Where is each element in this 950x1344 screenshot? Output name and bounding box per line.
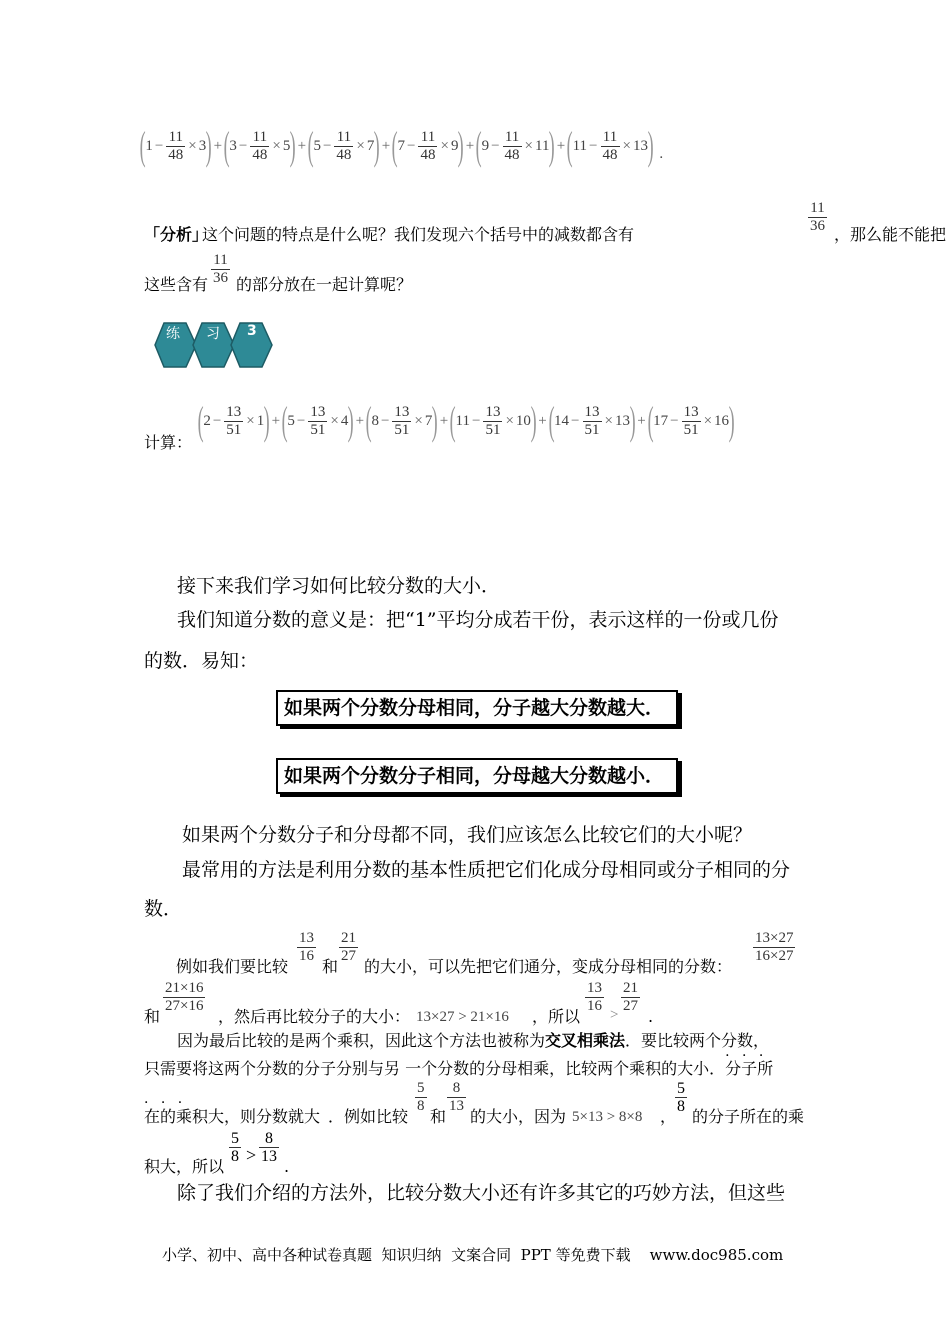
cross-text-6: ．例如比较: [328, 1107, 409, 1126]
expr1-term-5: ( 9 − $\frac{11}{48}$ × 11 ): [475, 123, 556, 168]
analysis-text-2: ，那么能不能把: [834, 225, 947, 244]
cross-line-2: [144, 1058, 773, 1080]
cross-text-12: .: [284, 1157, 290, 1176]
inequality-2: 5×13 > 8×8: [572, 1109, 643, 1125]
fraction-13x27-16x27: $\frac{13\times 27}{16\times 27}$: [755, 930, 794, 964]
badge-char-3: 3: [247, 323, 257, 339]
cross-text-2: ．要比较两个分数，: [625, 1031, 770, 1050]
result-frac-21-27: $\frac{21}{27}$: [623, 980, 638, 1014]
cross-text-8: 的大小，因为: [470, 1107, 567, 1126]
expr1-term-1: ( 1 − $\frac{11}{48}$ × 3 ): [139, 123, 212, 168]
exercise-expression: [198, 398, 808, 444]
analysis-label: 「分析」: [144, 225, 209, 244]
badge-char-2: 习: [206, 326, 220, 342]
exercise-plus-2: +: [355, 412, 365, 429]
cross-text-9: ，: [660, 1107, 677, 1126]
analysis-text-4: 的部分放在一起计算呢？: [236, 275, 413, 294]
analysis-fraction-1: $\frac{11}{36}$: [810, 200, 825, 234]
analysis-line-2: [144, 252, 544, 296]
fraction-21x16-27x16: $\frac{21\times 16}{27\times 16}$: [165, 980, 204, 1014]
example-text-4: 和: [144, 1007, 161, 1026]
paragraph-5: 除了我们介绍的方法外，比较分数大小还有许多其它的巧妙方法，但这些: [177, 1182, 786, 1204]
cross-text-1: 因为最后比较的是两个乘积，因此这个方法也被称为: [177, 1031, 546, 1050]
exercise-label: 计算：: [144, 433, 193, 452]
expr1-term-4: ( 7 − $\frac{11}{48}$ × 9 ): [391, 123, 465, 168]
cross-text-3: 只需要将这两个分数的分子分别与另 一个分数的分母相乘，比较两个乘积的大小．: [144, 1059, 726, 1078]
paragraph-1: 接下来我们学习如何比较分数的大小．: [177, 575, 501, 597]
exercise-term-2: ( 5 − $\frac{13}{51}$ × 4 ): [281, 398, 354, 443]
paragraph-4a: 最常用的方法是利用分数的基本性质把它们化成分母相同或分子相同的分: [182, 859, 791, 881]
expr1-end-period: .: [659, 145, 664, 162]
exercise-term-4: ( 11 − $\frac{13}{51}$ × 10 ): [449, 398, 537, 443]
expr1-term-2: ( 3 − $\frac{11}{48}$ × 5 ): [223, 123, 296, 168]
exercise-term-5: ( 14 − $\frac{13}{51}$ × 13 ): [548, 398, 636, 443]
example-text-5: ，然后再比较分子的大小：: [218, 1007, 411, 1026]
example-line-2: [144, 980, 744, 1026]
result-frac-5-8: $\frac{5}{8}$: [231, 1130, 239, 1165]
result-frac-8-13: $\frac{8}{13}$: [261, 1130, 277, 1165]
example-text-1: 例如我们要比较: [176, 957, 289, 976]
fraction-21-27: $\frac{21}{27}$: [341, 930, 356, 964]
cross-line-4: [144, 1130, 444, 1178]
expr1-term-6: ( 11 − $\frac{11}{48}$ × 13 ): [566, 123, 654, 168]
analysis-fraction-2: $\frac{11}{36}$: [213, 252, 228, 286]
rule-box-1: 如果两个分数分母相同，分子越大分数越大．: [276, 690, 678, 726]
cross-text-5: · · · 在的乘积大，则分数就大: [144, 1106, 320, 1128]
example-text-2: 和: [322, 957, 339, 976]
analysis-text-1: 这个问题的特点是什么呢？我们发现六个括号中的减数都含有: [202, 225, 635, 244]
paragraph-2b: 的数．易知：: [144, 650, 259, 672]
cross-method-name: 交叉相乘法: [545, 1031, 626, 1050]
expression-1: [140, 124, 750, 168]
cross-text-10: 的分子所在的乘: [692, 1107, 805, 1126]
footer: 小学、初中、高中各种试卷真题 知识归纳 文案合同 PPT 等免费下载 www.doc985.com: [162, 1246, 784, 1264]
exercise-plus-4: +: [538, 412, 547, 429]
greater-than-2: >: [246, 1145, 257, 1165]
exercise-term-3: ( 8 − $\frac{13}{51}$ × 7 ): [365, 398, 439, 443]
rule-box-2: 如果两个分数分子相同，分母越大分数越小．: [276, 758, 678, 794]
cross-text-4: · · · 分子所: [725, 1059, 773, 1078]
paragraph-2a: 我们知道分数的意义是：把“1”平均分成若干份，表示这样的一份或几份: [177, 609, 779, 631]
exercise-plus-1: +: [271, 412, 281, 429]
fraction-5-8-b: $\frac{5}{8}$: [677, 1080, 685, 1115]
expr1-plus-2: +: [297, 137, 307, 154]
paragraph-4b: 数．: [144, 898, 183, 920]
fraction-5-8: $\frac{5}{8}$: [417, 1080, 425, 1114]
expr1-plus-5: +: [556, 137, 566, 154]
example-text-7: .: [648, 1007, 654, 1026]
analysis-line-1: [144, 200, 947, 244]
greater-than: >: [610, 1007, 619, 1023]
exercise-term-1: ( 2 − $\frac{13}{51}$ × 1 ): [197, 398, 270, 443]
expr1-plus-3: +: [381, 137, 391, 154]
expr1-plus-4: +: [465, 137, 475, 154]
example-line-1: [144, 928, 814, 974]
exercise-plus-5: +: [637, 412, 646, 429]
cross-line-3: [144, 1080, 824, 1128]
fraction-8-13: $\frac{8}{13}$: [449, 1080, 464, 1114]
expr1-plus-1: +: [213, 137, 223, 154]
practice-badge: [154, 320, 280, 370]
cross-text-7: 和: [430, 1107, 447, 1126]
analysis-text-3: 这些含有: [144, 275, 209, 294]
inequality-1: 13×27 > 21×16: [416, 1009, 509, 1025]
badge-char-1: 练: [166, 326, 180, 342]
expr1-term-3: ( 5 − $\frac{11}{48}$ × 7 ): [307, 123, 381, 168]
example-text-6: ，所以: [532, 1007, 581, 1026]
cross-text-11: 积大，所以: [144, 1157, 225, 1176]
fraction-13-16: $\frac{13}{16}$: [299, 930, 314, 964]
exercise-term-6: ( 17 − $\frac{13}{51}$ × 16 ): [647, 398, 735, 443]
paragraph-3: 如果两个分数分子和分母都不同，我们应该怎么比较它们的大小呢？: [182, 824, 753, 846]
cross-line-1: [177, 1030, 769, 1052]
exercise-plus-3: +: [439, 412, 449, 429]
example-text-3: 的大小，可以先把它们通分，变成分母相同的分数：: [364, 957, 733, 976]
result-frac-13-16: $\frac{13}{16}$: [587, 980, 602, 1014]
